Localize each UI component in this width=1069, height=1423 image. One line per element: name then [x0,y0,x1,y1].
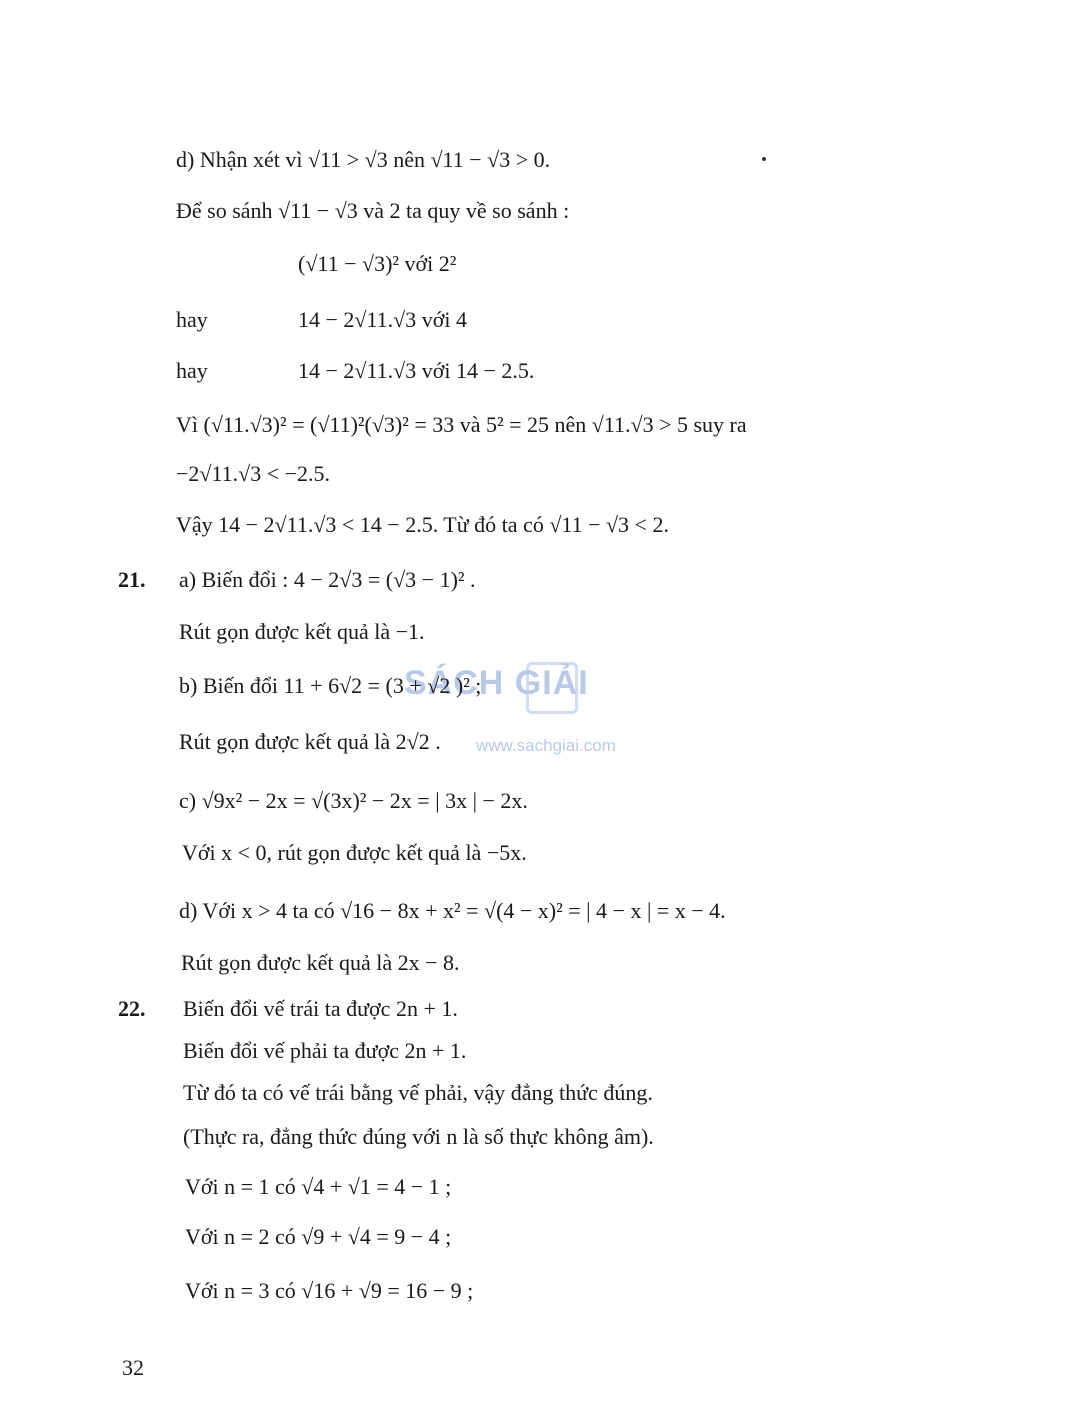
text-line: 14 − 2√11.√3 với 4 [298,307,467,332]
text-line: Rút gọn được kết quả là −1. [179,619,425,644]
text-line: Từ đó ta có vế trái bằng vế phải, vậy đẳng thức đúng. [183,1080,653,1105]
text-line: b) Biến đổi 11 + 6√2 = (3 + √2 )² ; [179,673,482,698]
text-line: d) Nhận xét vì √11 > √3 nên √11 − √3 > 0. [176,147,551,172]
text-line: Để so sánh √11 − √3 và 2 ta quy về so sánh : [176,198,570,223]
text-line: Rút gọn được kết quả là 2√2 . [179,729,441,754]
text-line: 14 − 2√11.√3 với 14 − 2.5. [298,358,535,383]
text-line: (√11 − √3)² với 2² [298,251,457,276]
text-line: −2√11.√3 < −2.5. [176,461,331,486]
problem-number: 21. [118,567,146,592]
text-line: Với n = 2 có √9 + √4 = 9 − 4 ; [185,1224,452,1249]
text-label: hay [176,307,208,332]
text-line: (Thực ra, đẳng thức đúng với n là số thực không âm). [183,1124,654,1149]
speck [762,157,766,161]
text-line: c) √9x² − 2x = √(3x)² − 2x = | 3x | − 2x. [179,788,528,813]
text-line: Với n = 3 có √16 + √9 = 16 − 9 ; [185,1278,474,1303]
text-line: Vì (√11.√3)² = (√11)²(√3)² = 33 và 5² = 25 nên √11.√3 > 5 suy ra [176,412,747,437]
text-line: Biến đổi vế trái ta được 2n + 1. [183,996,458,1021]
problem-number: 22. [118,996,146,1021]
text-line: Vậy 14 − 2√11.√3 < 14 − 2.5. Từ đó ta có √11 − √3 < 2. [176,512,669,537]
text-label: hay [176,358,208,383]
text-line: d) Với x > 4 ta có √16 − 8x + x² = √(4 − x)² = | 4 − x | = x − 4. [179,898,726,923]
text-line: a) Biến đổi : 4 − 2√3 = (√3 − 1)² . [179,567,476,592]
text-line: Với x < 0, rút gọn được kết quả là −5x. [182,840,527,865]
text-line: Biến đổi vế phải ta được 2n + 1. [183,1038,467,1063]
watermark-url: www.sachgiai.com [476,736,616,755]
watermark-brand: SÁCH GIẢI [404,664,589,702]
text-line: Rút gọn được kết quả là 2x − 8. [181,950,460,975]
text-line: Với n = 1 có √4 + √1 = 4 − 1 ; [185,1174,452,1199]
page-number: 32 [122,1355,144,1380]
